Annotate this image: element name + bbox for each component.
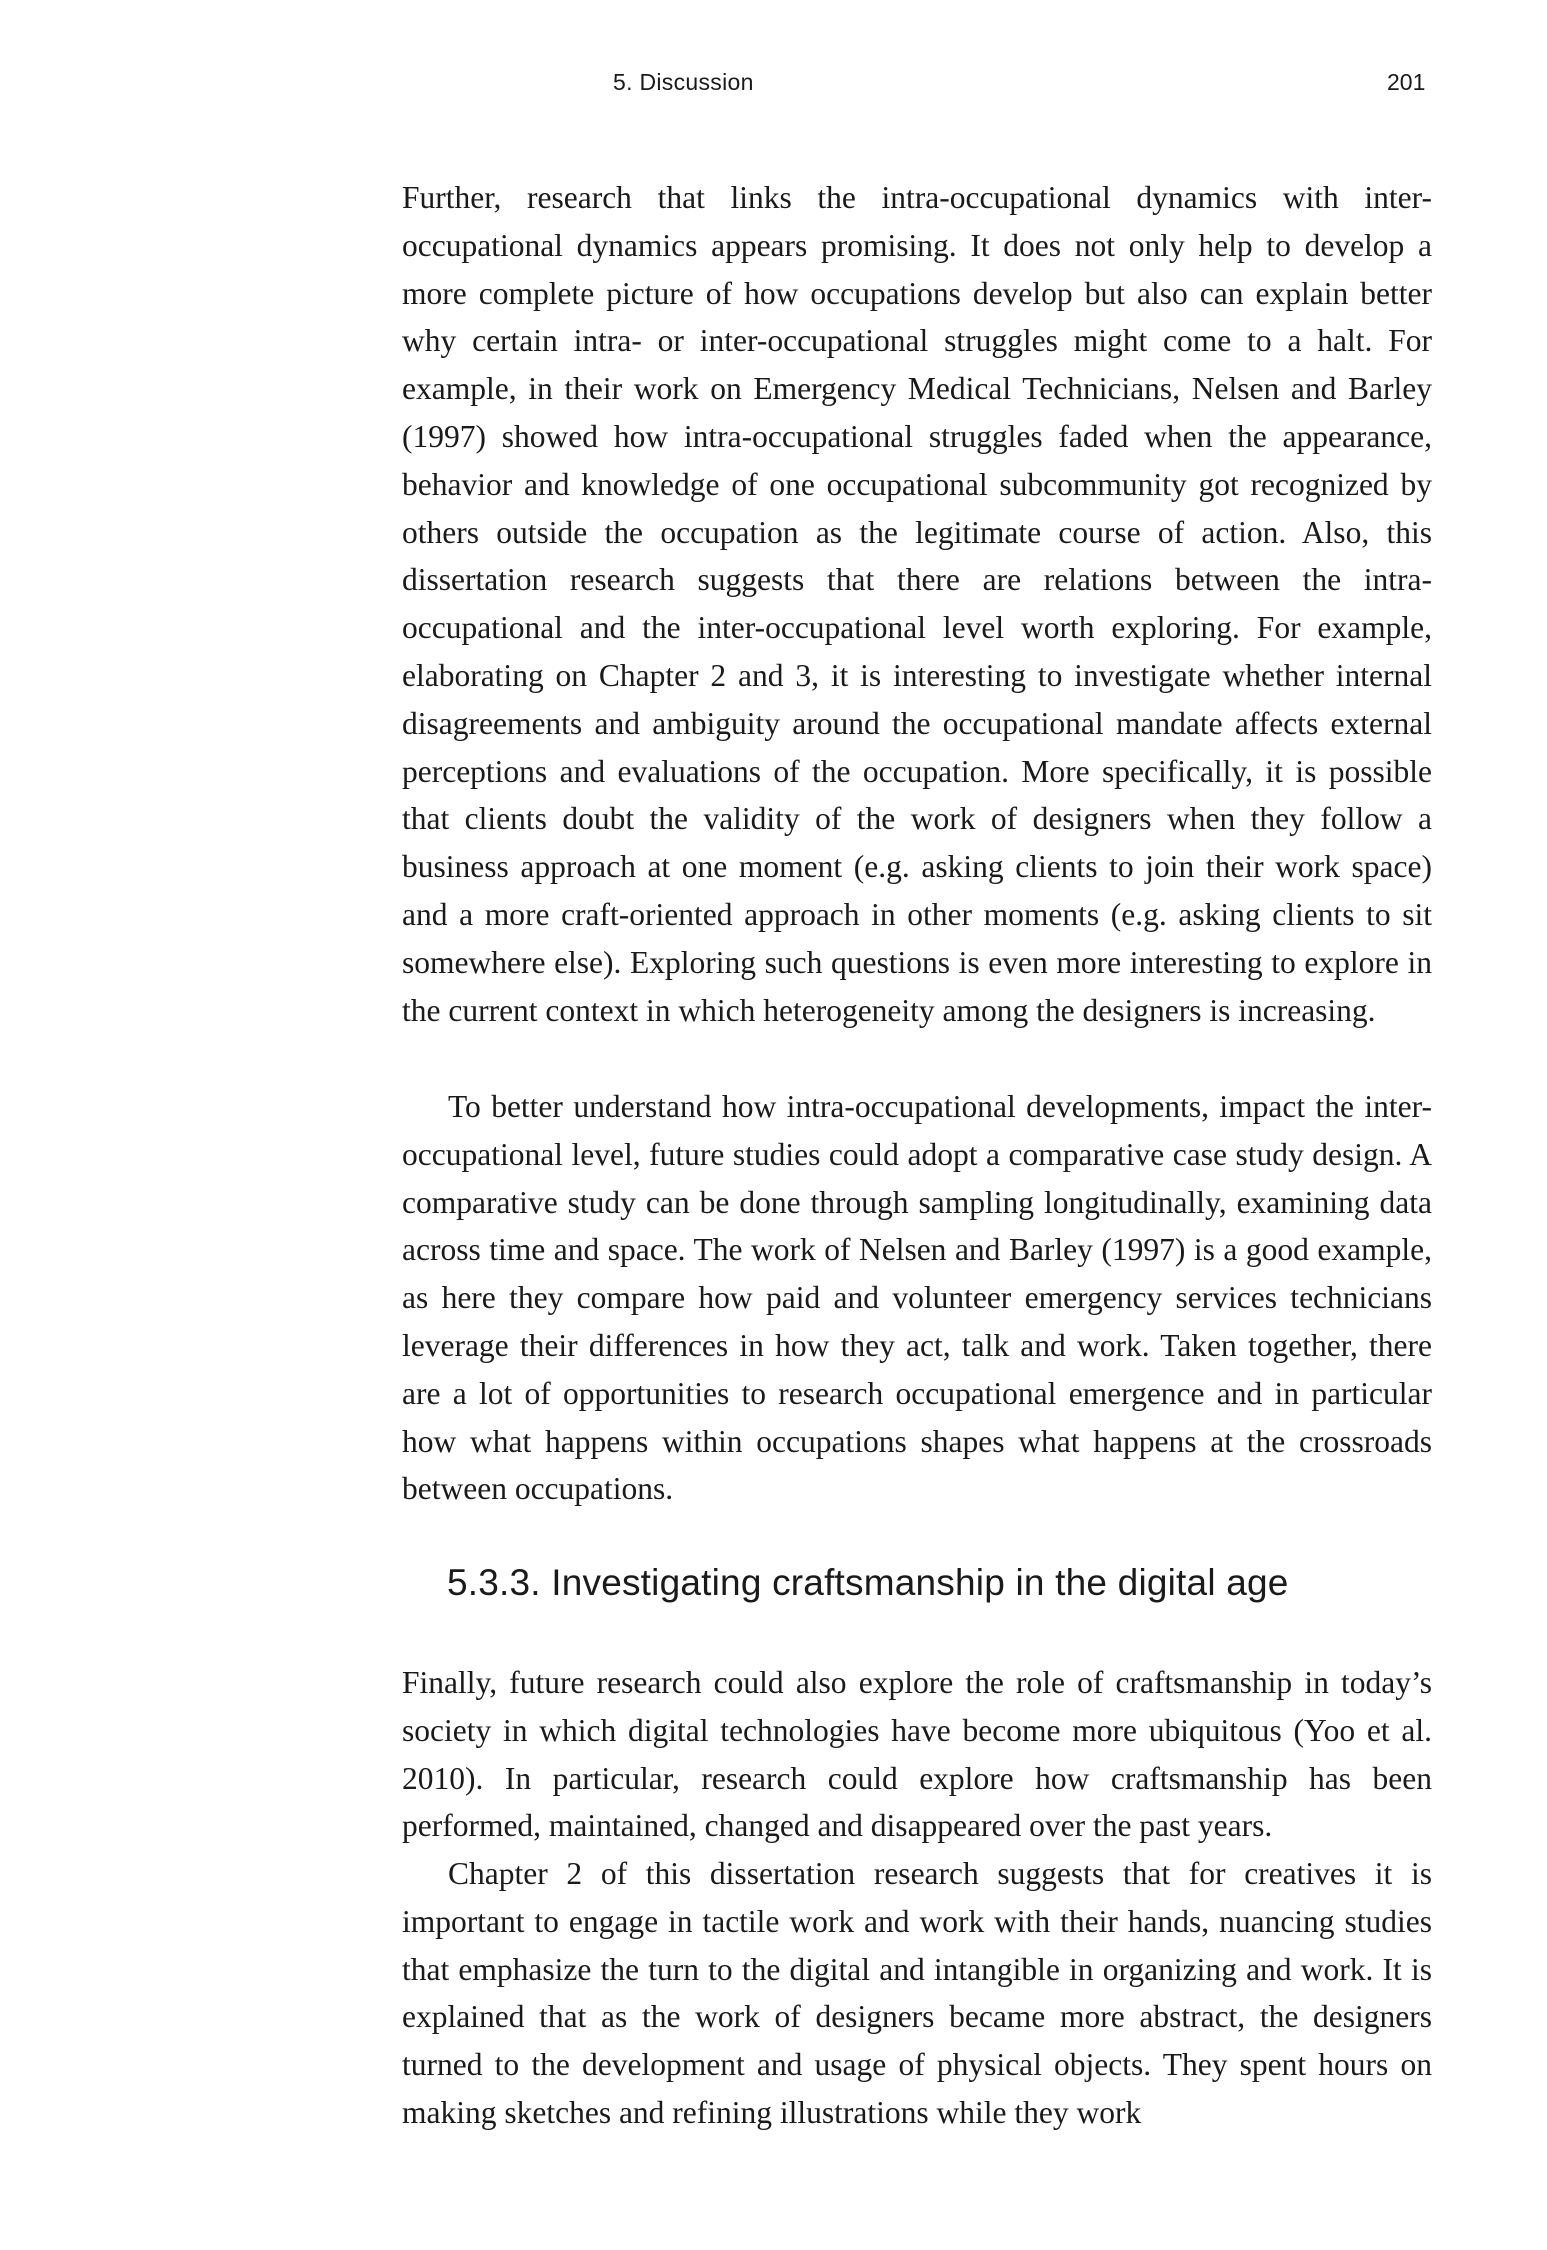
body-paragraph-4: Chapter 2 of this dissertation research suggests that for creatives it is important to engage in tactile work and work with their hands, nuancing studies that emphasize the turn to the digital and intangible in organizing and work. It is explained that as the work of designers became more abstract, the designers turned to the development and usage of physical objects. They spent hours on making sketches and refining illustrations while they work (402, 1856, 1432, 2130)
section-heading: 5.3.3. Investigating craftsmanship in the digital age (447, 1562, 1289, 1603)
body-paragraph-2: To better understand how intra-occupational developments, impact the inter-occupational level, future studies could adopt a comparative case study design. A comparative study can be done through sampling longitudinally, examining data across time and space. The work of Nelsen and Barley (1997) is a good example, as here they compare how paid and volunteer emergency services technicians leverage their differences in how they act, talk and work. Taken together, there are a lot of opportunities to research occupational emergence and in particular how what happens within occupations shapes what happens at the crossroads between occupations. (402, 1089, 1432, 1507)
running-header-chapter: 5. Discussion (613, 69, 754, 95)
body-paragraph-1: Further, research that links the intra-occupational dynamics with inter-occupational dynamics appears promising. It does not only help to develop a more complete picture of how occupations develop but also can explain better why certain intra- or inter-occupational struggles might come to a halt. For example, in their work on Emergency Medical Technicians, Nelsen and Barley (1997) showed how intra-occupational struggles faded when the appearance, behavior and knowledge of one occupational subcommunity got recognized by others outside the occupation as the legitimate course of action. Also, this dissertation research suggests that there are relations between the intra-occupational and the inter-occupational level worth exploring. For example, elaborating on Chapter 2 and 3, it is interesting to investigate whether internal disagreements and ambiguity around the occupational mandate affects external perceptions and evaluations of the occupation. More specifically, it is possible that clients doubt the validity of the work of designers when they follow a business approach at one moment (e.g. asking clients to join their work space) and a more craft-oriented approach in other moments (e.g. asking clients to sit somewhere else). Exploring such questions is even more interesting to explore in the current context in which heterogeneity among the designers is increasing. (402, 180, 1432, 1028)
body-paragraph-3: Finally, future research could also explore the role of craftsmanship in today’s society in which digital technologies have become more ubiquitous (Yoo et al. 2010). In particular, research could explore how craftsmanship has been performed, maintained, changed and disappeared over the past years. (402, 1665, 1432, 1844)
page-number: 201 (1387, 69, 1426, 95)
